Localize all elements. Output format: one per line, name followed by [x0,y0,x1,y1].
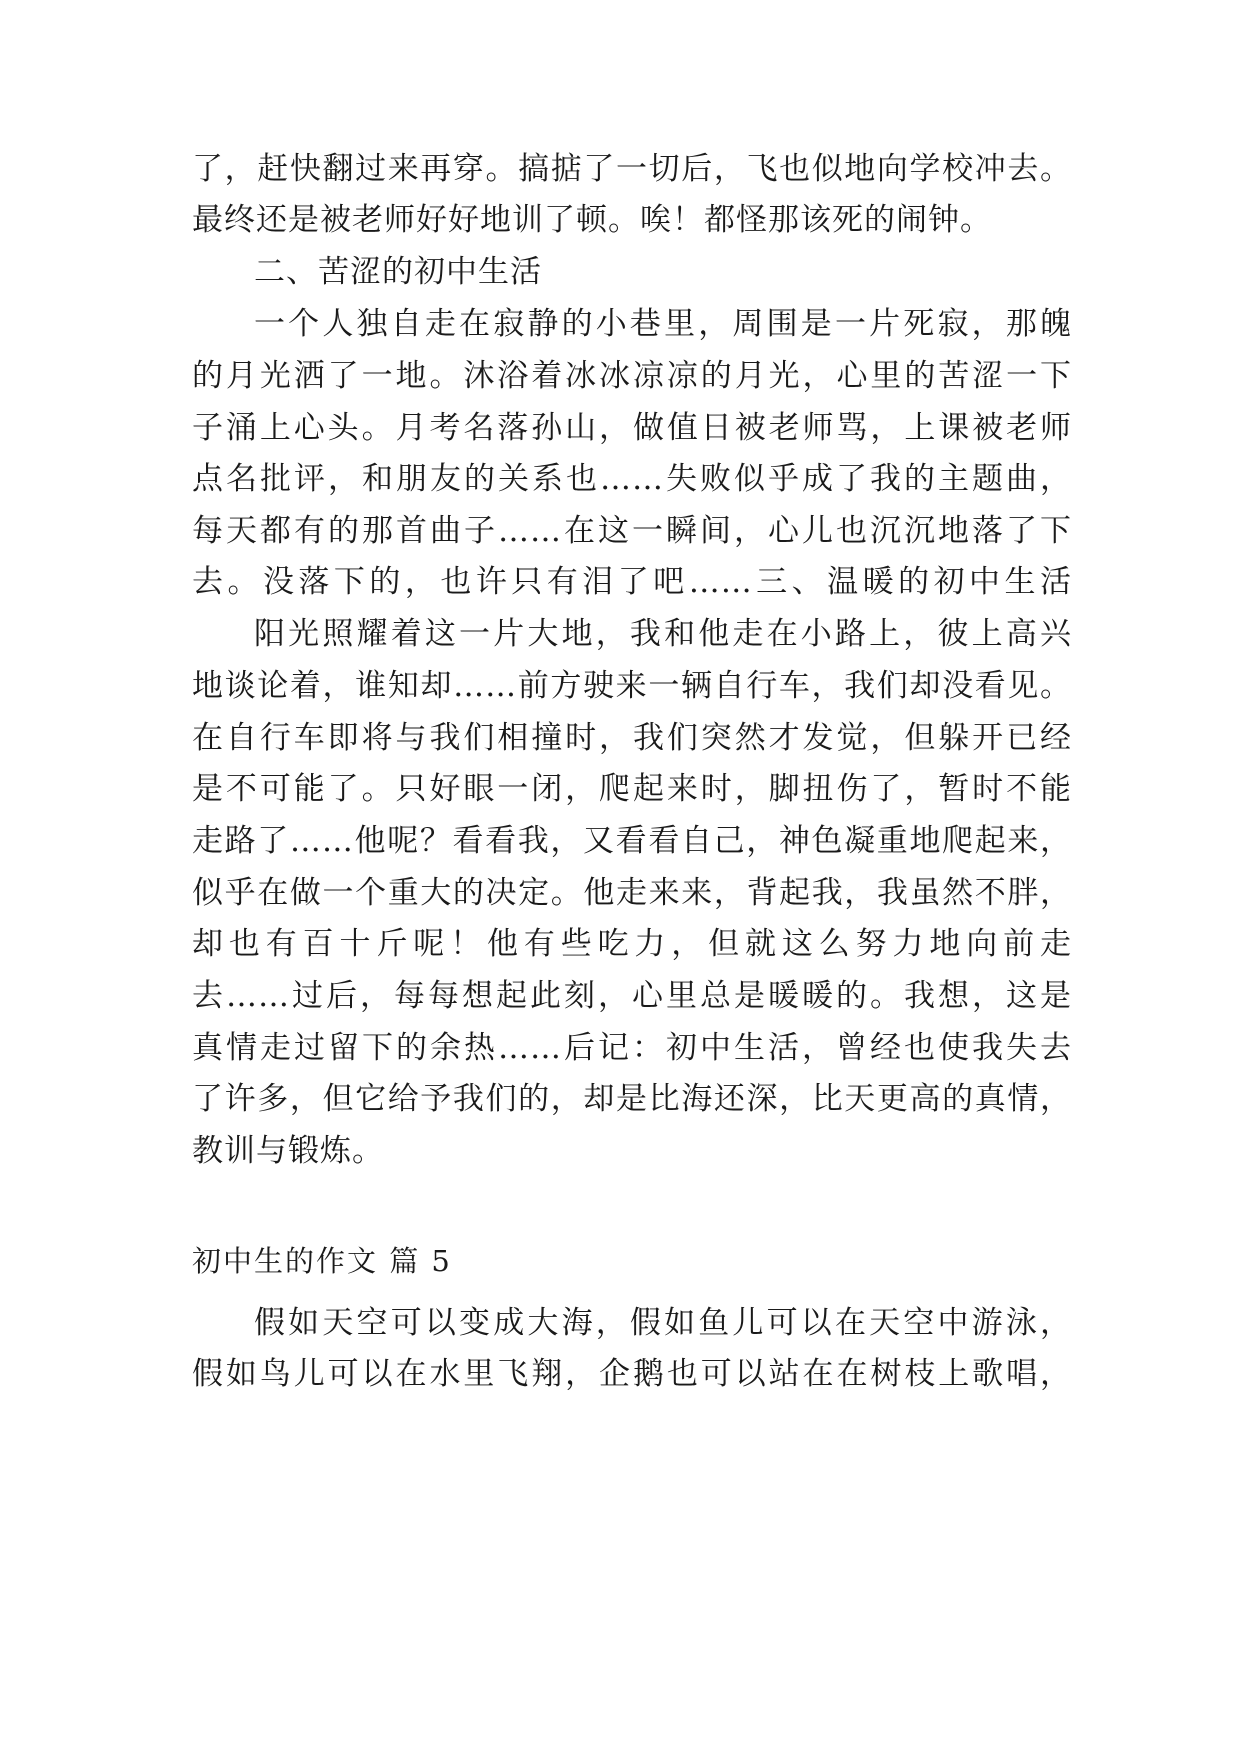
paragraph-line: 地谈论着，谁知却……前方驶来一辆自行车，我们却没看见。 [192,668,1072,704]
paragraph-line: 假如天空可以变成大海，假如鱼儿可以在天空中游泳， [254,1305,1072,1341]
paragraph-line: 去。没落下的，也许只有泪了吧……三、温暖的初中生活 [192,564,1072,600]
paragraph-line: 在自行车即将与我们相撞时，我们突然才发觉，但躲开已经 [192,720,1072,756]
paragraph-line: 每天都有的那首曲子……在这一瞬间，心儿也沉沉地落了下 [192,513,1072,549]
paragraph-line: 走路了……他呢？看看我，又看看自己，神色凝重地爬起来， [192,823,1072,859]
paragraph-line: 一个人独自走在寂静的小巷里，周围是一片死寂，那魄 [254,306,1072,342]
paragraph-line: 最终还是被老师好好地训了顿。唉！都怪那该死的闹钟。 [192,202,992,238]
paragraph-line: 了许多，但它给予我们的，却是比海还深，比天更高的真情， [192,1081,1072,1117]
paragraph-line: 却也有百十斤呢！他有些吃力，但就这么努力地向前走 [192,926,1072,962]
paragraph-line: 真情走过留下的余热……后记：初中生活，曾经也使我失去 [192,1030,1072,1066]
paragraph-line: 假如鸟儿可以在水里飞翔，企鹅也可以站在在树枝上歌唱， [192,1356,1072,1392]
paragraph-line: 去……过后，每每想起此刻，心里总是暖暖的。我想，这是 [192,978,1072,1014]
paragraph-line: 教训与锻炼。 [192,1133,384,1169]
article-title: 初中生的作文 篇 5 [192,1244,452,1278]
paragraph-line: 了，赶快翻过来再穿。搞掂了一切后，飞也似地向学校冲去。 [192,151,1072,187]
paragraph-line: 子涌上心头。月考名落孙山，做值日被老师骂，上课被老师 [192,410,1072,446]
paragraph-line: 阳光照耀着这一片大地，我和他走在小路上，彼上高兴 [254,616,1072,652]
paragraph-line: 点名批评，和朋友的关系也……失败似乎成了我的主题曲， [192,461,1072,497]
paragraph-line: 似乎在做一个重大的决定。他走来来，背起我，我虽然不胖， [192,875,1072,911]
section-heading: 二、苦涩的初中生活 [254,254,542,290]
paragraph-line: 是不可能了。只好眼一闭，爬起来时，脚扭伤了，暂时不能 [192,771,1072,807]
paragraph-line: 的月光洒了一地。沐浴着冰冰凉凉的月光，心里的苦涩一下 [192,358,1072,394]
